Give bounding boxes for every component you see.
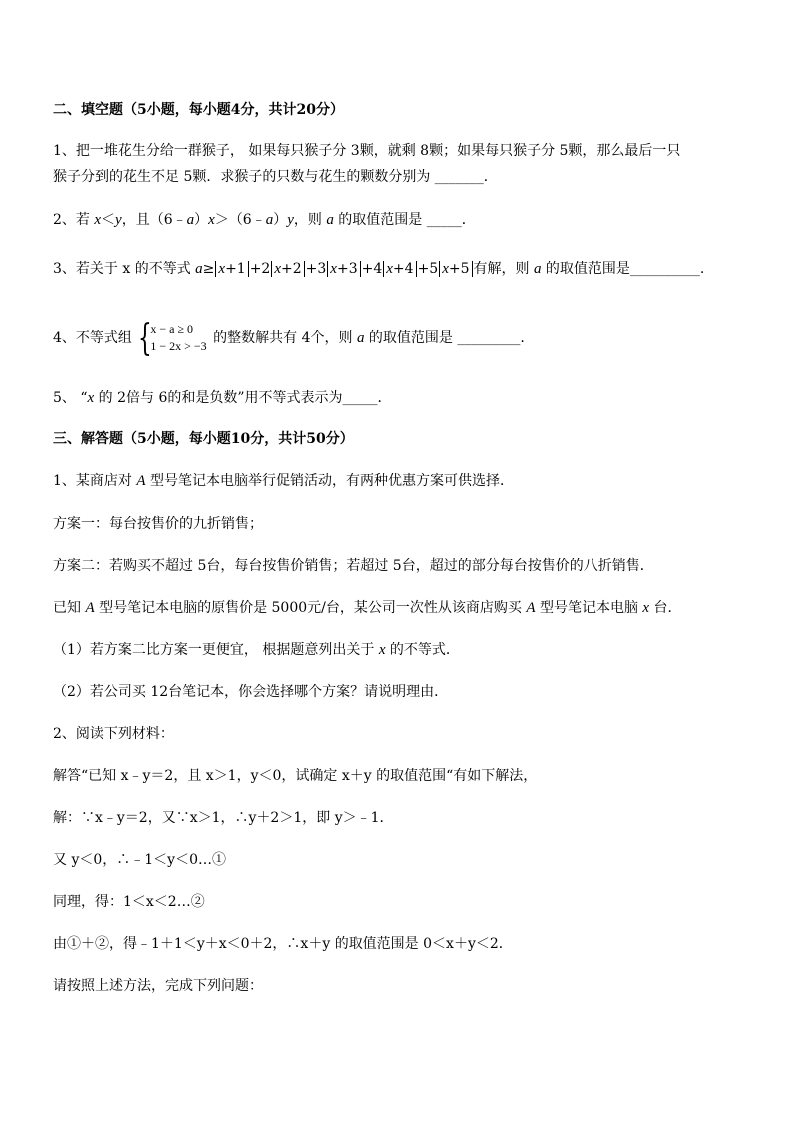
material-line6: 请按照上述方法，完成下列问题： [53, 978, 263, 994]
q3-var-a: a [195, 261, 203, 277]
q2-var-a3: a [326, 212, 334, 228]
s3q1-var-A: A [136, 473, 146, 489]
solve-q1-known [53, 597, 754, 619]
section-heading-fill-blank: 二、填空题（5小题，每小题4分，共计20分） [53, 102, 344, 118]
fill-q3 [53, 258, 754, 280]
q3-post: 的取值范围是__________. [541, 261, 705, 277]
brace-icon: { [138, 318, 153, 359]
q3-abs2-x: x [274, 261, 282, 277]
fill-q1-line2: 猴子分到的花生不足 5颗．求猴子的只数与花生的颗数分别为 _______． [53, 169, 498, 185]
q3-abs-4 [383, 261, 416, 277]
q4-var-a: a [356, 330, 365, 346]
q2-mid2: ，则 [293, 212, 327, 228]
q2-var-a2: a [265, 212, 274, 228]
q3-abs1-x: x [218, 261, 226, 277]
q3-coef-5: +5 [417, 261, 439, 277]
q3-abs5-x: x [442, 261, 449, 277]
material-line2: 解：∵x﹣y＝2，又∵x＞1，∴y＋2＞1，即 y＞﹣1． [53, 810, 394, 826]
s3q1-sub1-pre: （1）若方案二比方案一更便宜， 根据题意列出关于 [53, 642, 379, 658]
s3q1-known-mid: 型号笔记本电脑的原售价是 5000元/台，某公司一次性从该商店购买 [94, 600, 527, 616]
fill-q5 [53, 387, 754, 409]
solve-q2-intro: 2、阅读下列材料： [53, 726, 174, 742]
material-line5: 由①＋②，得﹣1＋1＜y＋x＜0＋2，∴x＋y 的取值范围是 0＜x＋y＜2． [53, 936, 513, 952]
q2-lt: ＜ [101, 212, 116, 228]
q2-var-y2: y [287, 212, 294, 228]
q2-var-a: a [186, 212, 195, 228]
q3-abs-5 [439, 261, 472, 277]
q3-geq: ≥ [202, 261, 215, 277]
q3-coef-4: +4 [361, 261, 383, 277]
q4-post: 的取值范围是 _________. [364, 330, 525, 346]
q5-pre: 5、 “ [53, 390, 88, 406]
q4-inequality-system [138, 318, 207, 359]
q4-system-row2: 1 − 2x > −3 [150, 339, 207, 353]
s3q1-known-post: 台． [649, 600, 682, 616]
q4-system-row1: x − a ≥ 0 [150, 322, 194, 336]
q2-mid: ，且（6﹣ [121, 212, 187, 228]
q3-abs-2 [271, 261, 304, 277]
q3-abs1-c: +1 [225, 261, 246, 277]
fill-q1-line1: 1、把一堆花生分给一群猴子， 如果每只猴子分 3颗，就剩 8颗；如果每只猴子分 5颗，那么最后一只 [53, 143, 681, 159]
q3-pre: 3、若关于 x 的不等式 [53, 261, 196, 277]
q3-abs-1 [215, 261, 248, 277]
material-line1: 解答“已知 x﹣y＝2，且 x＞1，y＜0，试确定 x＋y 的取值范围“有如下解法， [53, 768, 538, 784]
material-line4: 同理，得：1＜x＜2…② [53, 894, 205, 910]
s3q1-known-mid2: 型号笔记本电脑 [535, 600, 643, 616]
q2-var-x: x [94, 212, 102, 228]
q3-abs2-c: +2 [281, 261, 302, 277]
material-line3: 又 y＜0，∴﹣1＜y＜0…① [53, 852, 226, 868]
s3q1-known-pre: 已知 [53, 600, 86, 616]
q3-var-a2: a [533, 261, 542, 277]
s3q1-intro-pre: 1、某商店对 [53, 473, 137, 489]
s3q1-known-var-A: A [85, 600, 95, 616]
q2-var-x2: x [208, 212, 215, 228]
q2-var-y: y [115, 212, 122, 228]
s3q1-sub1-post: 的不等式． [385, 642, 460, 658]
fill-q2 [53, 209, 754, 231]
solve-q1-sub2: （2）若公司买 12台笔记本，你会选择哪个方案？请说明理由． [53, 684, 449, 700]
solve-q1-intro [53, 470, 754, 492]
q4-mid: 的整数解共有 4个，则 [208, 330, 357, 346]
q5-var-x: x [87, 390, 95, 406]
q3-abs3-c: +3 [336, 261, 358, 277]
q3-abs-3 [327, 261, 360, 277]
q2-gt: ＞（6﹣ [214, 212, 266, 228]
q2-pre: 2、若 [53, 212, 95, 228]
q3-coef-3: +3 [305, 261, 327, 277]
solve-q1-sub1 [53, 639, 754, 661]
section-heading-solve: 三、解答题（5小题，每小题10分，共计50分） [53, 431, 354, 447]
q3-mid: 有解，则 [473, 261, 534, 277]
q3-abs4-c: +4 [392, 261, 414, 277]
q3-abs5-c: +5 [448, 261, 470, 277]
q2-paren2: ） [273, 212, 288, 228]
q2-paren: ） [194, 212, 209, 228]
q3-coef-2: +2 [249, 261, 271, 277]
q3-abs3-x: x [330, 261, 337, 277]
q2-post: 的取值范围是 _____． [333, 212, 476, 228]
s3q1-sub1-var-x: x [378, 642, 386, 658]
solve-q1-plan2: 方案二：若购买不超过 5台，每台按售价销售；若超过 5台，超过的部分每台按售价的八折销售． [53, 558, 654, 574]
q4-pre: 4、不等式组 [53, 330, 137, 346]
solve-q1-plan1: 方案一：每台按售价的九折销售； [53, 516, 263, 532]
s3q1-intro-post: 型号笔记本电脑举行促销活动，有两种优惠方案可供选择． [145, 473, 514, 489]
s3q1-known-var-A2: A [526, 600, 536, 616]
s3q1-known-var-x: x [642, 600, 650, 616]
q3-abs4-x: x [386, 261, 393, 277]
fill-q4 [53, 318, 754, 358]
q5-post: 的 2倍与 6的和是负数”用不等式表示为_____． [94, 390, 392, 406]
